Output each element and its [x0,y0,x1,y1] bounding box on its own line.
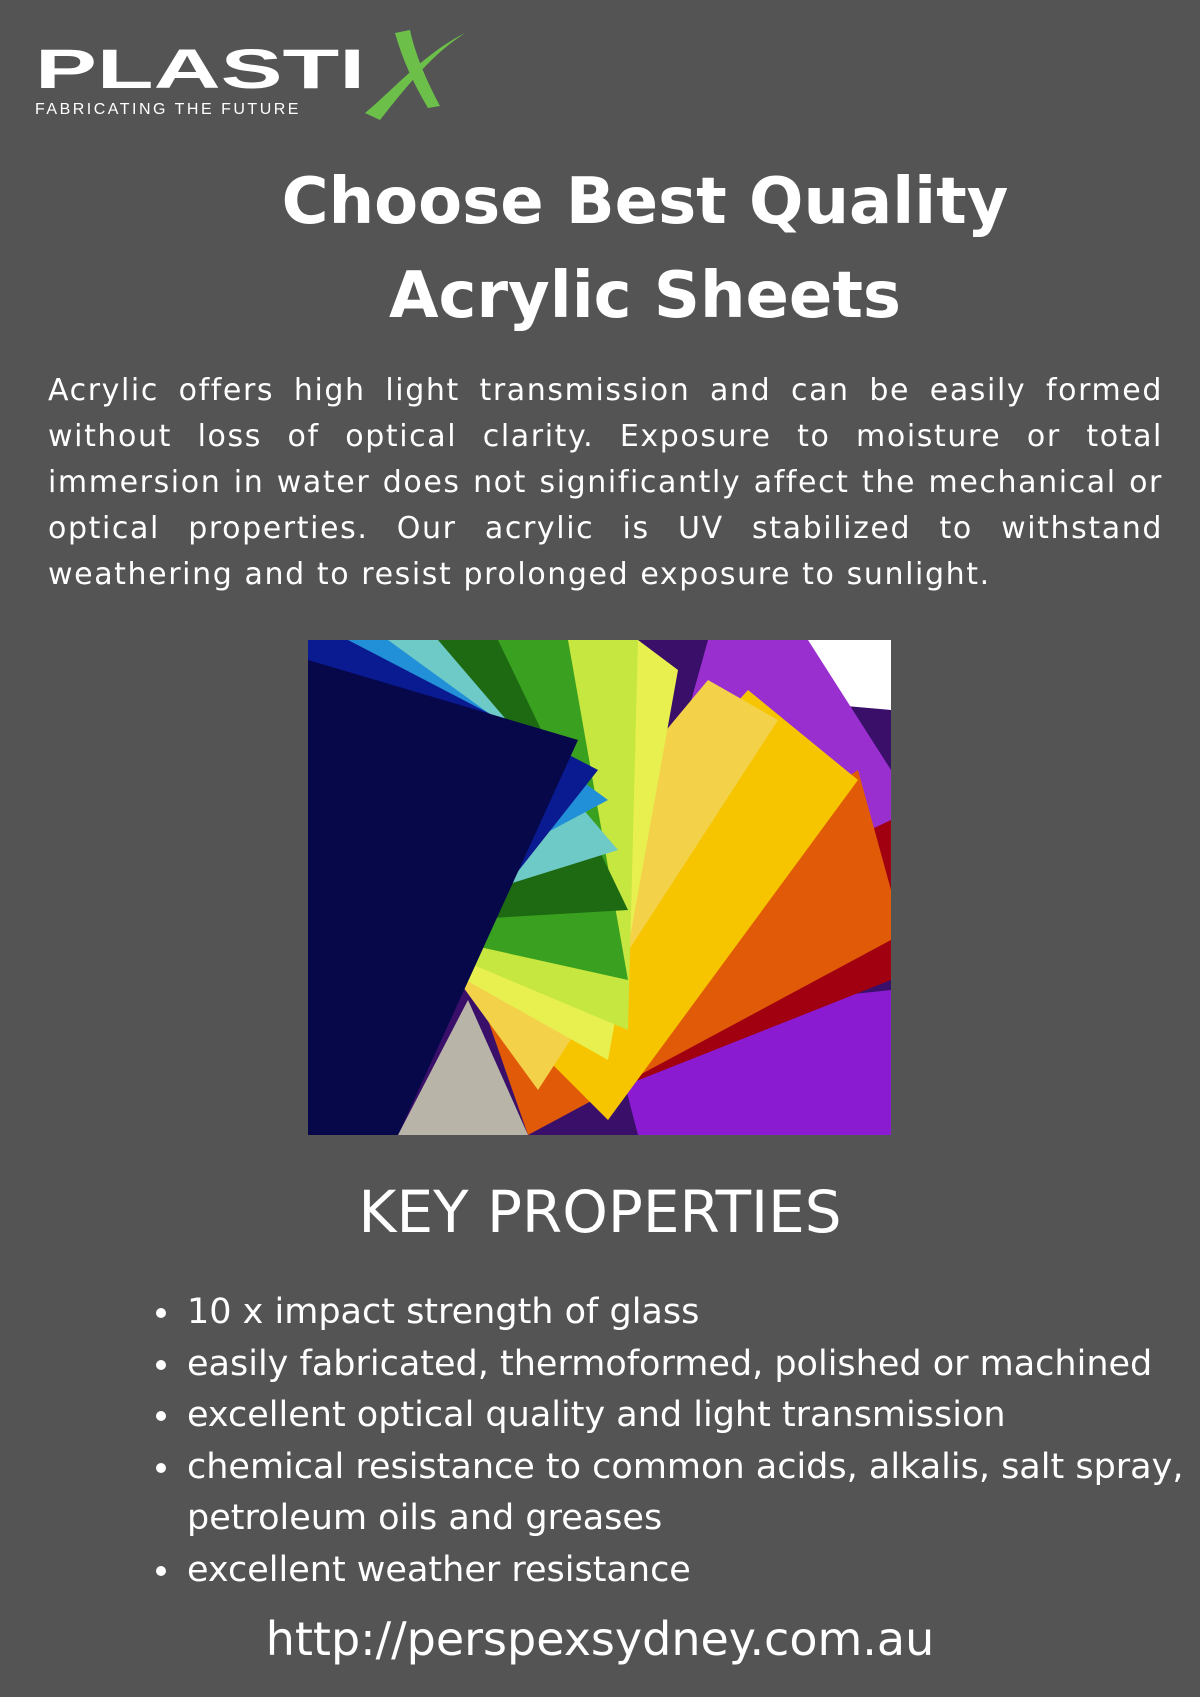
property-item: • 10 x impact strength of glass [183,1287,1200,1339]
property-item: • excellent weather resistance [183,1545,1200,1597]
description: Acrylic offers high light transmission and can be easily formed without loss of optical clarity. Exposure to moisture or total immersion in water does not significantly affect the mechanical or optical properties. Our acrylic is UV stabilized to withstand weathering and to resist prolonged exposure to sunlight. [48,373,1163,592]
key-properties-list [145,1287,1200,1596]
plastix-logo [35,28,475,128]
svg-text:PLASTI: PLASTI [35,37,365,100]
page-title [0,155,1200,343]
title-line-1: Choose Best Quality [281,165,1009,239]
property-item: • easily fabricated, thermoformed, polished or machined [183,1339,1200,1391]
title-line-2: Acrylic Sheets [389,259,901,333]
svg-text:FABRICATING THE FUTURE: FABRICATING THE FUTURE [35,101,301,118]
property-item: • chemical resistance to common acids, alkalis, salt spray, petroleum oils and greases [183,1442,1200,1545]
website-link[interactable]: http://perspexsydney.com.au [265,1612,935,1666]
property-item: • excellent optical quality and light transmission [183,1390,1200,1442]
acrylic-sheets-image [308,640,891,1135]
key-properties-heading: KEY PROPERTIES [358,1178,842,1246]
